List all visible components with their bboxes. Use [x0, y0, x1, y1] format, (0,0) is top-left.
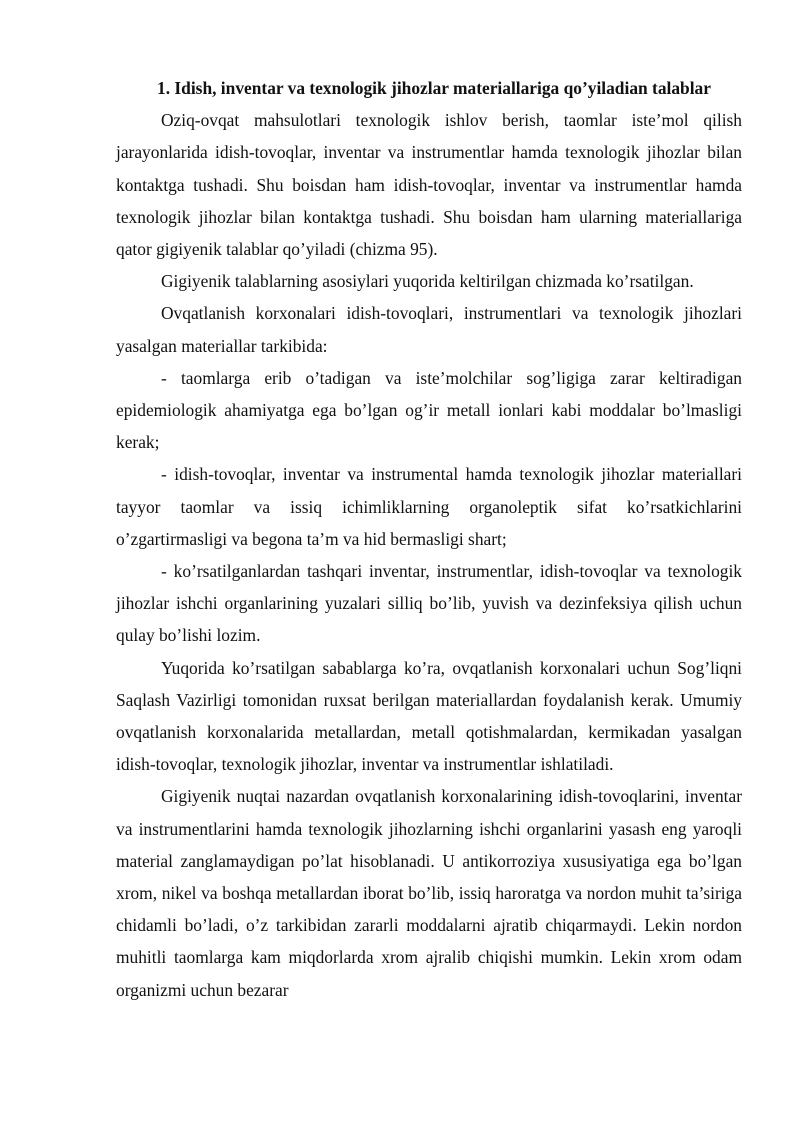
paragraph-stainless-steel: Gigiyenik nuqtai nazardan ovqatlanish korxonalarining idish-tovoqlarini, inventar va instrumentlarini hamda texnologik jihozlarning ishchi organlarini yasash eng yaroqli material zanglamaydigan po’lat hisoblanadi. U antikorroziya xususiyatiga ega bo’lgan xrom, nikel va boshqa metallardan iborat bo’lib, issiq haroratga va nordon muhit ta’siriga chidamli bo’ladi, o’z tarkibidan zararli moddalarni ajratib chiqarmaydi. Lekin nordon muhitli taomlarga kam miqdorlarda xrom ajralib chiqishi mumkin. Lekin xrom odam organizmi uchun bezarar: [116, 786, 742, 1000]
list-item-heavy-metals: - taomlarga erib o’tadigan va iste’molchilar sog’ligiga zarar keltiradigan epidemiologik ahamiyatga ega bo’lgan og’ir metall ionlari kabi moddalar bo’lmasligi kerak;: [116, 367, 742, 453]
paragraph-intro: Oziq-ovqat mahsulotlari texnologik ishlov berish, taomlar iste’mol qilish jarayonlarida idish-tovoqlar, inventar va instrumentlar hamda texnologik jihozlar bilan kontaktga tushadi. Shu boisdan ham idish-tovoqlar, inventar va instrumentlar hamda texnologik jihozlar bilan kontaktga tushadi. Shu boisdan ham ularning materiallariga qator gigiyenik talablar qo’yiladi (chizma 95).: [116, 110, 742, 260]
paragraph-main-requirements: Gigiyenik talablarning asosiylari yuqorida keltirilgan chizmada ko’rsatilgan.: [161, 271, 694, 292]
paragraph-permitted-materials: Yuqorida ko’rsatilgan sabablarga ko’ra, ovqatlanish korxonalari uchun Sog’liqni Saqlash Vazirligi tomonidan ruxsat berilgan materiallardan foydalanish kerak. Umumiy ovqatlanish korxonalarida metallardan, metall qotishmalardan, kermikadan yasalgan idish-tovoqlar, texnologik jihozlar, inventar va instrumentlar ishlatiladi.: [116, 657, 742, 775]
paragraph-materials-composition: Ovqatlanish korxonalari idish-tovoqlari, instrumentlari va texnologik jihozlari yasalgan materiallar tarkibida:: [116, 303, 742, 356]
document-body: [116, 72, 742, 1006]
section-heading: 1. Idish, inventar va texnologik jihozlar materiallariga qo’yiladian talablar: [157, 78, 711, 98]
list-item-smooth-surfaces: - ko’rsatilganlardan tashqari inventar, instrumentlar, idish-tovoqlar va texnologik jihozlar ishchi organlarining yuzalari silliq bo’lib, yuvish va dezinfeksiya qilish uchun qulay bo’lishi lozim.: [116, 561, 742, 646]
list-item-organoleptic: - idish-tovoqlar, inventar va instrumental hamda texnologik jihozlar materiallari tayyor taomlar va issiq ichimliklarning organoleptik sifat ko’rsatkichlarini o’zgartirmasligi va begona ta’m va hid bermasligi shart;: [116, 464, 742, 549]
